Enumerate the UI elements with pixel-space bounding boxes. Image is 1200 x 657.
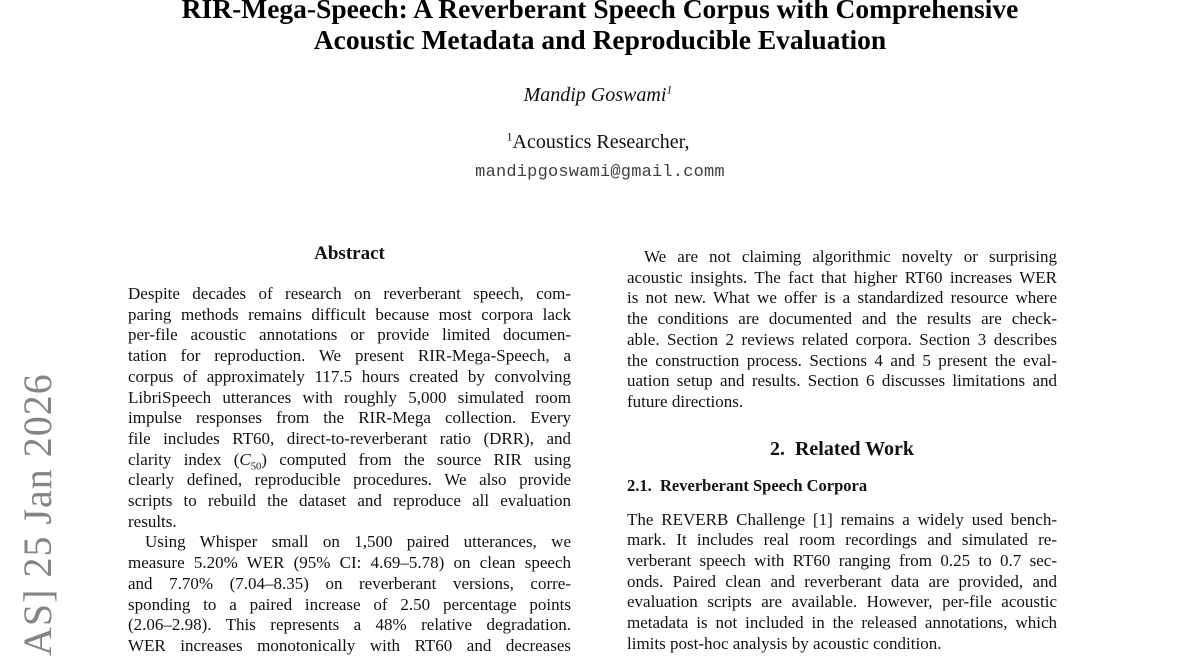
text-line: results.: [128, 511, 177, 531]
text-line: clearly defined, reproducible procedures. We also provide: [128, 470, 571, 490]
text-line: sponding to a paired increase of 2.50 percentage points: [128, 594, 571, 614]
text-line: limits post-hoc analysis by acoustic condition.: [627, 633, 942, 653]
left-column: [128, 243, 571, 657]
paragraph: [128, 284, 571, 532]
text-line: acoustic insights. The fact that higher RT60 increases WER: [627, 267, 1057, 287]
introduction-continued: [627, 247, 1057, 413]
related-work-body: [627, 510, 1057, 655]
abstract-body: [128, 284, 571, 657]
text-line: Using Whisper small on 1,500 paired utterances, we: [145, 532, 571, 552]
affiliation-text: Acoustics Researcher,: [512, 131, 690, 153]
title-line-1: RIR-Mega-Speech: A Reverberant Speech Corpus with Comprehensive: [181, 0, 1019, 24]
text-line: impulse responses from the RIR-Mega collection. Every: [128, 408, 571, 428]
text-line: Despite decades of research on reverberant speech, com-: [128, 284, 571, 303]
author-name: Mandip Goswami: [523, 84, 667, 106]
text-line: tation for reproduction. We present RIR-Mega-Speech, a: [128, 346, 571, 366]
author-email: mandipgoswami@gmail.comm: [475, 163, 725, 182]
author-affiliation-marker: 1: [666, 82, 673, 97]
text-line: WER increases monotonically with RT60 and decreases: [128, 635, 571, 655]
text-line: is not new. What we offer is a standardized resource where: [627, 288, 1057, 308]
text-line: measure 5.20% WER (95% CI: 4.69–5.78) on clean speech: [128, 553, 571, 573]
text-line: future directions.: [627, 391, 744, 411]
text-line: We are not claiming algorithmic novelty or surprising: [644, 247, 1057, 266]
text-line: verberant speech with RT60 ranging from 0.25 to 0.7 sec-: [627, 551, 1057, 571]
paragraph: [627, 247, 1057, 413]
text-line: mark. It includes real room recordings and simulated re-: [627, 530, 1057, 550]
subsection-heading-reverberant-speech-corpora: 2.1. Reverberant Speech Corpora: [627, 475, 868, 495]
section-heading-related-work: 2. Related Work: [769, 437, 915, 460]
text-line: (2.06–2.98). This represents a 48% relative degradation.: [128, 615, 571, 635]
abstract-heading: Abstract: [314, 243, 385, 264]
text-line: the conditions are documented and the results are check-: [627, 309, 1057, 329]
author-line: [0, 84, 1196, 107]
paragraph: [627, 510, 1057, 655]
text-line: uation setup and results. Section 6 discusses limitations and: [627, 371, 1057, 391]
paragraph: [128, 532, 571, 656]
text-line: paring methods remains difficult because most corpora lack: [128, 304, 571, 324]
paper-title: [0, 0, 1200, 55]
text-line: scripts to rebuild the dataset and reproduce all evaluation: [128, 491, 571, 511]
text-line: clarity index $(C_{50})$ computed from the source RIR using: [128, 449, 571, 473]
text-line: The REVERB Challenge [1] remains a widely used bench-: [627, 509, 1057, 529]
text-line: LibriSpeech utterances with roughly 5,000 simulated room: [128, 387, 571, 407]
affiliation-line: [0, 131, 1196, 154]
text-line: file includes RT60, direct-to-reverberant ratio (DRR), and: [128, 428, 571, 448]
affiliation-marker: 1: [506, 129, 513, 144]
arxiv-watermark: AS] 25 Jan 2026: [15, 373, 60, 656]
right-column: [627, 247, 1057, 655]
text-line: metadata is not included in the released annotations, which: [627, 613, 1057, 633]
title-line-2: Acoustic Metadata and Reproducible Evaluation: [313, 24, 887, 55]
text-line: onds. Paired clean and reverberant data are provided, and: [627, 571, 1057, 591]
text-line: corpus of approximately 117.5 hours created by convolving: [128, 366, 571, 386]
text-line: able. Section 2 reviews related corpora. Section 3 describes: [627, 329, 1057, 349]
text-line: the construction process. Sections 4 and 5 present the eval-: [627, 350, 1057, 370]
text-line: per-file acoustic annotations or provide limited documen-: [128, 325, 571, 345]
text-line: and 7.70% (7.04–8.35) on reverberant versions, corre-: [128, 573, 571, 593]
text-line: evaluation scripts are available. However, per-file acoustic: [627, 592, 1057, 612]
